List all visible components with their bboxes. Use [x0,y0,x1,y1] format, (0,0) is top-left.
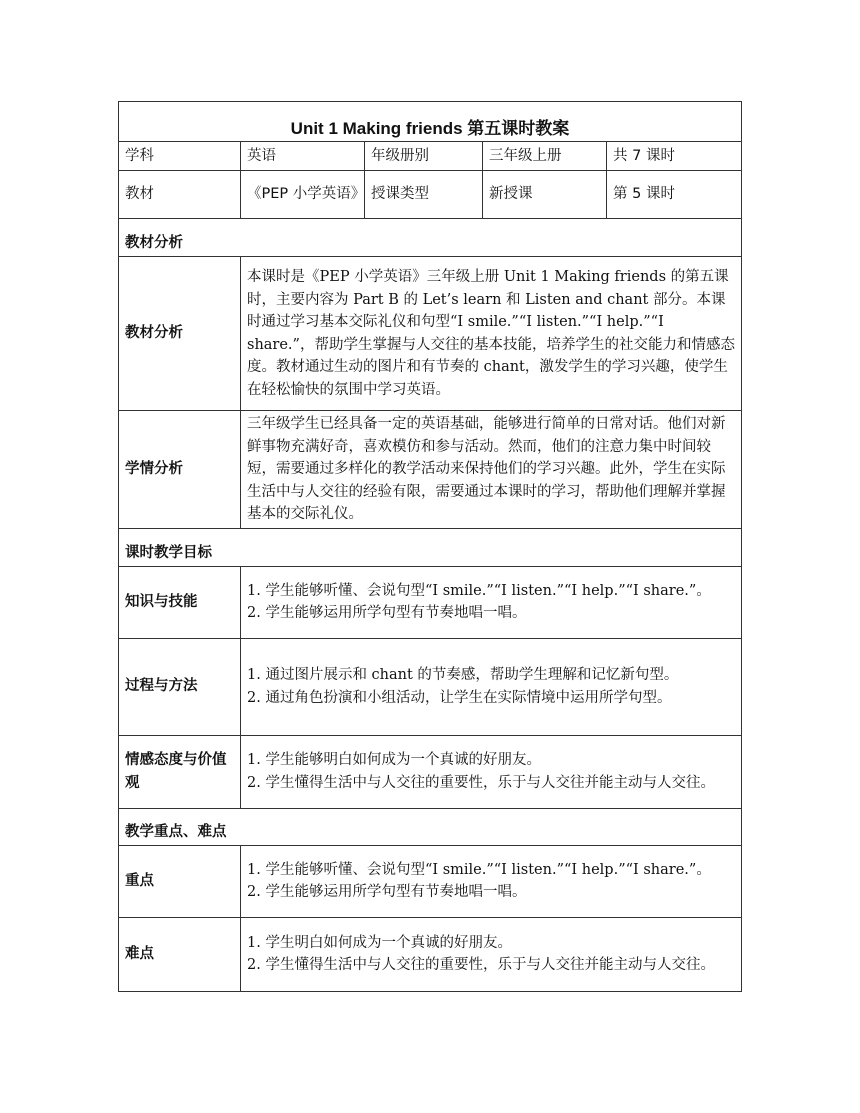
row-content [241,735,742,808]
row-content [241,257,742,411]
list-item: 2. 学生能够运用所学句型有节奏地唱一唱。 [247,884,527,900]
info-cell: 英语 [241,142,365,171]
info-cell: 授课类型 [365,171,483,219]
info-cell: 年级册别 [365,142,483,171]
row-content [241,566,742,638]
info-cell: 学科 [119,142,241,171]
list-item: 1. 学生能够听懂、会说句型“I smile.”“I listen.”“I help.”“I share.”。 [247,582,711,599]
list-item: 1. 学生明白如何成为一个真诚的好朋友。 [247,934,512,951]
list-item: 1. 通过图片展示和 chant 的节奏感，帮助学生理解和记忆新句型。 [247,667,679,683]
row-label: 过程与方法 [119,638,241,735]
page-title: Unit 1 Making friends 第五课时教案 [119,102,742,142]
info-cell: 新授课 [483,171,607,219]
info-row [119,142,742,171]
list-item: 2. 通过角色扮演和小组活动，让学生在实际情境中运用所学句型。 [247,689,672,706]
list-item: 2. 学生懂得生活中与人交往的重要性，乐于与人交往并能主动与人交往。 [247,774,715,791]
section-heading-objectives: 课时教学目标 [119,528,742,566]
row-label: 重点 [119,845,241,917]
objective-row [119,735,742,808]
list-item: 2. 学生懂得生活中与人交往的重要性，乐于与人交往并能主动与人交往。 [247,957,715,973]
row-label: 难点 [119,917,241,991]
row-content [241,917,742,991]
list-item: 1. 学生能够听懂、会说句型“I smile.”“I listen.”“I help.”“I share.”。 [247,861,711,878]
info-row [119,171,742,219]
info-cell: 《PEP 小学英语》 [241,171,365,219]
lesson-plan-page [118,101,741,992]
row-label: 情感态度与价值观 [119,735,241,808]
list-item: 1. 学生能够明白如何成为一个真诚的好朋友。 [247,752,541,768]
paragraph: 本课时是《PEP 小学英语》三年级上册 Unit 1 Making friends 的第五课时，主要内容为 Part B 的 Let’s learn 和 Listen and chant 部分。本课时通过学习基本交际礼仪和句型“I smile.”“I listen.”“I help.”“I share.”，帮助学生掌握与人交往的基本技能，培养学生的社交能力和情感态度。教材通过生动的图片和有节奏的 chant，激发学生的学习兴趣，使学生在轻松愉快的氛围中学习英语。 [247,269,735,398]
analysis-row [119,257,742,411]
key-point-row [119,845,742,917]
row-content [241,638,742,735]
info-cell: 教材 [119,171,241,219]
section-heading-key-points: 教学重点、难点 [119,808,742,845]
analysis-row [119,411,742,529]
section-heading-analysis: 教材分析 [119,219,742,257]
list-item: 2. 学生能够运用所学句型有节奏地唱一唱。 [247,605,527,621]
objective-row [119,638,742,735]
row-label: 知识与技能 [119,566,241,638]
key-point-row [119,917,742,991]
row-content [241,411,742,529]
paragraph: 三年级学生已经具备一定的英语基础，能够进行简单的日常对话。他们对新鲜事物充满好奇，喜欢模仿和参与活动。然而，他们的注意力集中时间较短，需要通过多样化的教学活动来保持他们的学习兴趣。此外，学生在实际生活中与人交往的经验有限，需要通过本课时的学习，帮助他们理解并掌握基本的交际礼仪。 [247,416,726,522]
lesson-plan-table [118,101,742,992]
info-cell: 共 7 课时 [607,142,742,171]
row-label: 学情分析 [119,411,241,529]
row-content [241,845,742,917]
objective-row [119,566,742,638]
info-cell: 第 5 课时 [607,171,742,219]
info-cell: 三年级上册 [483,142,607,171]
row-label: 教材分析 [119,257,241,411]
